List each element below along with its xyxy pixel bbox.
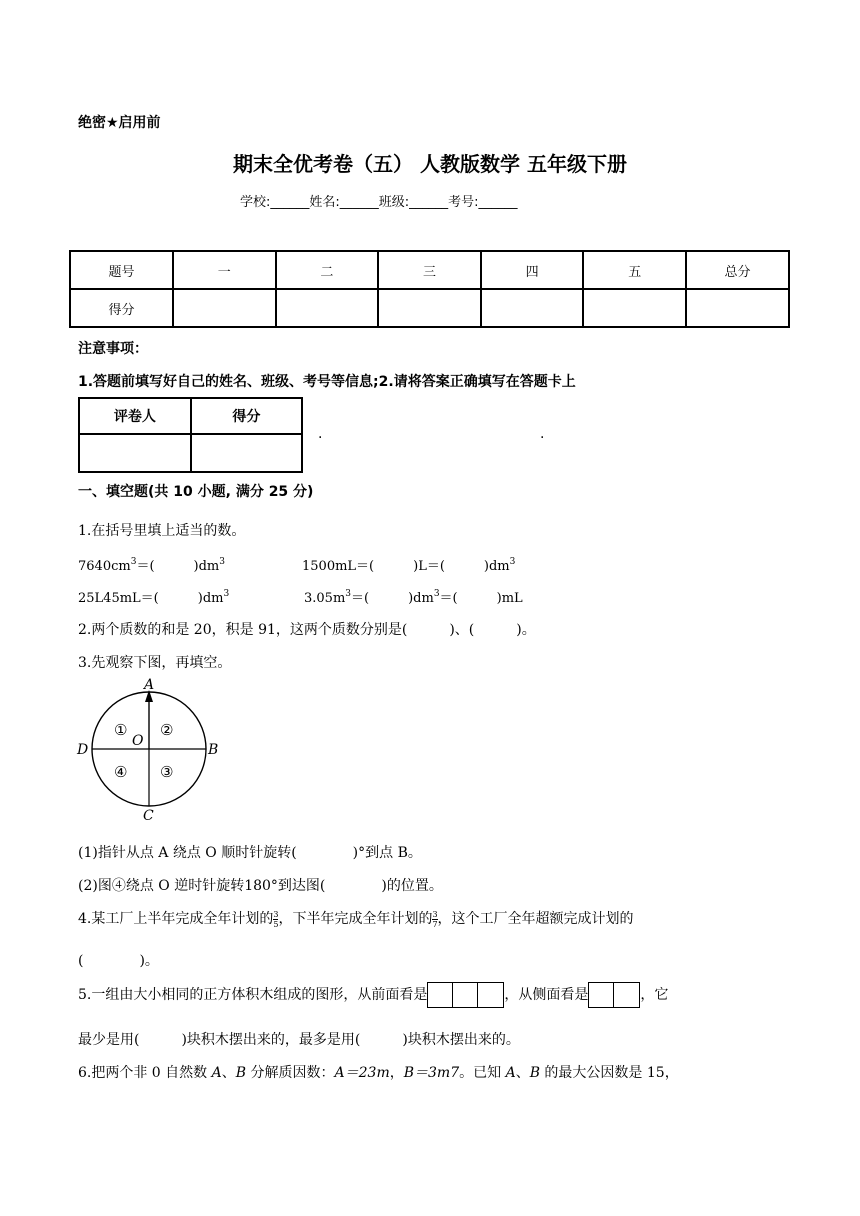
- region-3: ③: [160, 763, 174, 781]
- score-table-header: 二: [276, 251, 379, 289]
- question-3-stem: 3.先观察下图，再填空。: [78, 655, 232, 671]
- question-2: 2.两个质数的和是 20，积是 91，这两个质数分别是( )、( )。: [78, 622, 536, 638]
- student-info-line: 学校:______姓名:______班级:______考号:______: [240, 195, 518, 210]
- score-table: [69, 250, 790, 328]
- front-view-squares: [427, 982, 504, 1008]
- rotation-diagram: [74, 674, 224, 824]
- score-cell[interactable]: [686, 289, 789, 327]
- score-cell[interactable]: [583, 289, 686, 327]
- score-table-header-row: [70, 251, 789, 289]
- label-D: D: [77, 742, 89, 758]
- notes-text: 1.答题前填写好自己的姓名、班级、考号等信息;2.请将答案正确填写在答题卡上: [78, 374, 576, 390]
- label-A: A: [144, 677, 155, 693]
- stray-dot: .: [540, 426, 545, 442]
- score-table-header: 三: [378, 251, 481, 289]
- grader-label: 评卷人: [79, 398, 191, 434]
- label-B: B: [208, 742, 219, 758]
- score-row-label: 得分: [70, 289, 173, 327]
- grader-table: [78, 397, 303, 473]
- question-5-line-1: 5.一组由大小相同的正方体积木组成的图形，从前面看是 ，从侧面看是 ，它: [78, 982, 668, 1008]
- question-3-part-2: (2)图④绕点 O 逆时针旋转180°到达图( )的位置。: [78, 878, 443, 894]
- score-table-header: 五: [583, 251, 686, 289]
- question-1-line-1b: 1500mL＝( )L＝( )$dm^3$: [302, 557, 516, 574]
- section-title: 一、填空题(共 10 小题, 满分 25 分): [78, 484, 314, 500]
- grader-name-cell[interactable]: [79, 434, 191, 472]
- score-table-header: 一: [173, 251, 276, 289]
- region-2: ②: [160, 721, 174, 739]
- region-1: ①: [114, 721, 128, 739]
- label-O: O: [132, 733, 144, 749]
- score-cell[interactable]: [173, 289, 276, 327]
- page-title: 期末全优考卷（五） 人教版数学 五年级下册: [233, 152, 627, 176]
- question-4-line-2: ( )。: [78, 953, 159, 969]
- score-cell[interactable]: [378, 289, 481, 327]
- question-6-line-1: 6.把两个非 0 自然数 A、B 分解质因数：A＝23m，B＝3m7。已知 A、B 的最大公因数是 15，: [78, 1065, 679, 1081]
- grader-score-label: 得分: [191, 398, 302, 434]
- score-table-header: 总分: [686, 251, 789, 289]
- fraction-3-5: $\frac{3}{5}$: [273, 910, 279, 929]
- grader-score-cell[interactable]: [191, 434, 302, 472]
- question-3-part-1: (1)指针从点 A 绕点 O 顺时针旋转( )°到点 B。: [78, 845, 422, 861]
- question-1-line-2b: $3.05m^3=$( )$dm^3=$( )mL: [304, 589, 523, 606]
- stray-dot: .: [318, 426, 323, 442]
- side-view-squares: [588, 982, 640, 1008]
- notes-title: 注意事项：: [78, 341, 148, 357]
- fraction-3-7: $\frac{3}{7}$: [432, 910, 438, 929]
- secret-mark: 绝密★启用前: [78, 115, 161, 131]
- question-1-line-1a: $7640cm^3=$( )$dm^3$: [78, 557, 225, 574]
- question-1-line-2a: 25L45mL＝( )$dm^3$: [78, 589, 230, 606]
- score-cell[interactable]: [276, 289, 379, 327]
- label-C: C: [143, 808, 154, 824]
- score-cell[interactable]: [481, 289, 584, 327]
- score-table-score-row: [70, 289, 789, 327]
- question-1-stem: 1.在括号里填上适当的数。: [78, 523, 246, 539]
- question-5-line-2: 最少是用( )块积木摆出来的，最多是用( )块积木摆出来的。: [78, 1032, 520, 1048]
- region-4: ④: [114, 763, 128, 781]
- score-table-header: 题号: [70, 251, 173, 289]
- score-table-header: 四: [481, 251, 584, 289]
- question-4-line-1: 4.某工厂上半年完成全年计划的 $\frac{3}{5}$ ，下半年完成全年计划的 $\frac{3}{7}$ ，这个工厂全年超额完成计划的: [78, 910, 634, 929]
